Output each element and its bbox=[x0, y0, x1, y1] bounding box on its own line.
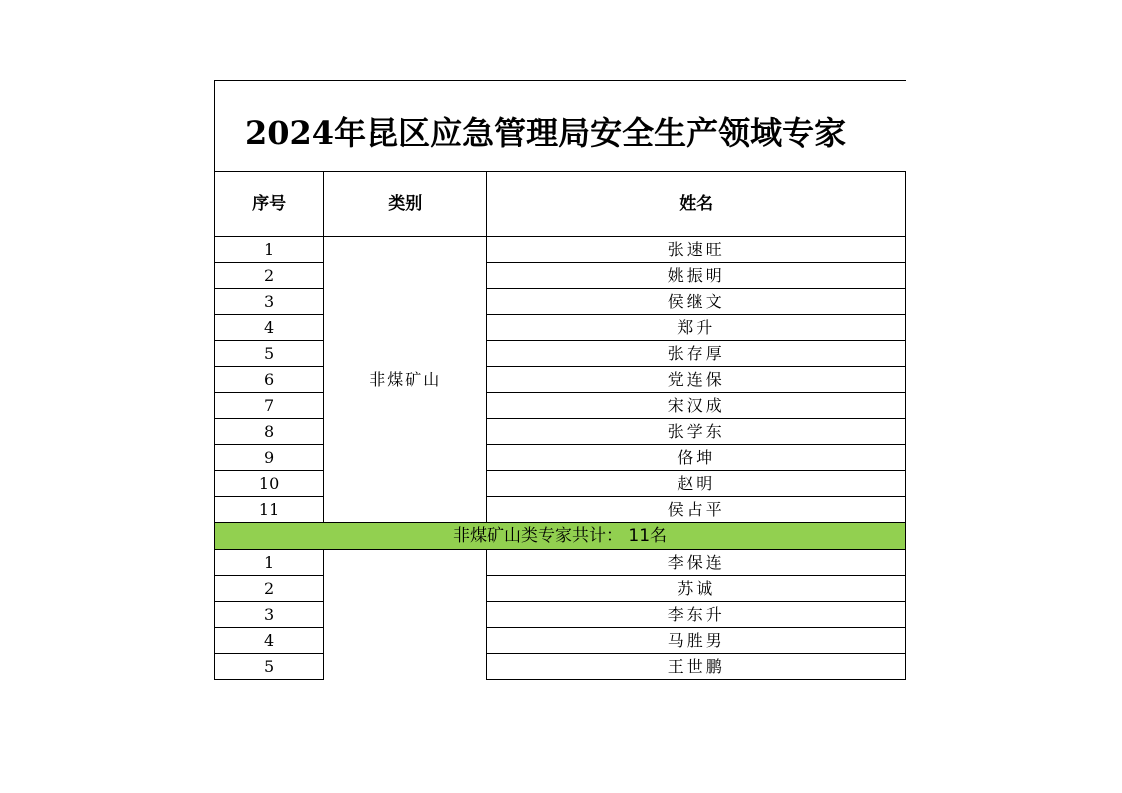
row-name: 党连保 bbox=[487, 367, 906, 393]
row-no: 9 bbox=[215, 445, 324, 471]
table-row bbox=[215, 393, 906, 419]
table-row bbox=[215, 602, 906, 628]
table-row bbox=[215, 576, 906, 602]
row-no: 3 bbox=[215, 289, 324, 315]
table-row bbox=[215, 628, 906, 654]
row-no: 6 bbox=[215, 367, 324, 393]
row-name: 宋汉成 bbox=[487, 393, 906, 419]
table-row bbox=[215, 341, 906, 367]
row-name: 侯占平 bbox=[487, 497, 906, 523]
expert-list-sheet bbox=[214, 80, 906, 680]
row-name: 张速旺 bbox=[487, 237, 906, 263]
table-header-row bbox=[215, 172, 906, 237]
row-no: 7 bbox=[215, 393, 324, 419]
row-name: 姚振明 bbox=[487, 263, 906, 289]
row-name: 李保连 bbox=[487, 550, 906, 576]
row-no: 1 bbox=[215, 237, 324, 263]
row-name: 苏诚 bbox=[487, 576, 906, 602]
row-name: 马胜男 bbox=[487, 628, 906, 654]
row-no: 3 bbox=[215, 602, 324, 628]
row-no: 4 bbox=[215, 315, 324, 341]
table-row bbox=[215, 654, 906, 680]
row-name: 赵明 bbox=[487, 471, 906, 497]
category-cell-blank bbox=[324, 550, 487, 680]
subtotal-row bbox=[215, 523, 906, 550]
table-row bbox=[215, 419, 906, 445]
row-no: 5 bbox=[215, 654, 324, 680]
row-name: 郑升 bbox=[487, 315, 906, 341]
page-title: 2024年昆区应急管理局安全生产领域专家 bbox=[245, 114, 847, 152]
table-row bbox=[215, 315, 906, 341]
header-name: 姓名 bbox=[487, 172, 906, 237]
row-no: 4 bbox=[215, 628, 324, 654]
row-name: 张学东 bbox=[487, 419, 906, 445]
title-box bbox=[214, 80, 906, 171]
table-row bbox=[215, 497, 906, 523]
expert-table bbox=[214, 171, 906, 680]
row-no: 2 bbox=[215, 263, 324, 289]
header-no: 序号 bbox=[215, 172, 324, 237]
table-row bbox=[215, 445, 906, 471]
row-no: 11 bbox=[215, 497, 324, 523]
row-no: 8 bbox=[215, 419, 324, 445]
row-name: 李东升 bbox=[487, 602, 906, 628]
subtotal-text: 非煤矿山类专家共计： 11名 bbox=[215, 523, 906, 550]
table-row bbox=[215, 550, 906, 576]
row-no: 1 bbox=[215, 550, 324, 576]
row-name: 王世鹏 bbox=[487, 654, 906, 680]
row-name: 侯继文 bbox=[487, 289, 906, 315]
row-no: 5 bbox=[215, 341, 324, 367]
table-row bbox=[215, 263, 906, 289]
row-name: 张存厚 bbox=[487, 341, 906, 367]
table-row bbox=[215, 289, 906, 315]
row-name: 佫坤 bbox=[487, 445, 906, 471]
category-cell-nonferrous-mines: 非煤矿山 bbox=[324, 237, 487, 523]
table-row bbox=[215, 471, 906, 497]
row-no: 2 bbox=[215, 576, 324, 602]
table-row bbox=[215, 237, 906, 263]
table-row bbox=[215, 367, 906, 393]
header-category: 类别 bbox=[324, 172, 487, 237]
row-no: 10 bbox=[215, 471, 324, 497]
